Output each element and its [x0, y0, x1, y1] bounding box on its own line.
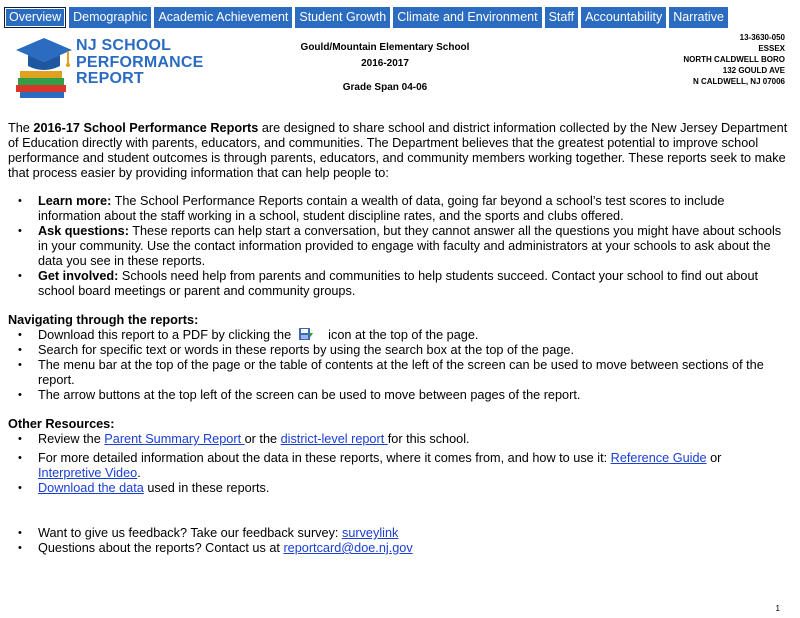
navigating-heading: Navigating through the reports:	[8, 313, 199, 327]
list-item: • Ask questions: These reports can help start a conversation, but they cannot answer all the questions you might have about schools in your community. Use the contact information provided to engage with faculty and administrators at your schools to ask about the data you see in these reports.	[8, 224, 788, 269]
school-year: 2016-2017	[361, 58, 409, 69]
list-item: • Search for specific text or words in these reports by using the search box at the top of the page.	[8, 343, 788, 358]
other-resources-list	[8, 432, 788, 496]
navigating-list	[8, 328, 788, 403]
tab-accountability[interactable]: Accountability	[581, 7, 666, 28]
page-number: 1	[775, 604, 780, 613]
reference-guide-link[interactable]: Reference Guide	[610, 451, 707, 465]
list-item: • Want to give us feedback? Take our feedback survey: surveylink	[8, 526, 788, 541]
tab-climate-environment[interactable]: Climate and Environment	[393, 7, 541, 28]
school-name: Gould/Mountain Elementary School	[300, 42, 470, 53]
benefits-list	[8, 194, 788, 299]
list-item: • Review the Parent Summary Report or the district-level report for this school.	[8, 432, 788, 447]
nj-school-performance-logo	[12, 34, 204, 100]
list-item: • For more detailed information about the data in these reports, where it comes from, and how to use it: Reference Guide or Interpretive Video.	[8, 451, 788, 481]
logo-line-3: REPORT	[76, 70, 144, 87]
tab-staff[interactable]: Staff	[545, 7, 578, 28]
list-item: • The arrow buttons at the top left of the screen can be used to move between pages of the report.	[8, 388, 788, 403]
survey-link[interactable]: surveylink	[341, 526, 399, 540]
school-header	[260, 40, 510, 96]
logo-line-2: PERFORMANCE	[76, 53, 204, 71]
feedback-list	[8, 526, 788, 556]
district-info	[683, 32, 785, 87]
list-item: • Download the data used in these reports.	[8, 481, 788, 496]
tab-narrative[interactable]: Narrative	[669, 7, 728, 28]
report-nav-tabs	[4, 7, 728, 28]
intro-paragraph: The 2016-17 School Performance Reports are designed to share school and district information collected by the New Jersey Department of Education directly with parents, educators, and communities. The Department believes that the greatest potential to improve school performance and student outcomes is through parents, educators, and community members working together. These reports seek to make that process easier by providing information that can help people to:	[8, 121, 788, 180]
overview-content	[8, 121, 788, 556]
list-item: • Download this report to a PDF by clicking the icon at the top of the page.	[8, 328, 788, 343]
district-name: NORTH CALDWELL BORO	[683, 55, 785, 64]
list-item: • The menu bar at the top of the page or the table of contents at the left of the screen can be used to move between sections of the report.	[8, 358, 788, 388]
logo-wordmark	[76, 38, 204, 88]
tab-student-growth[interactable]: Student Growth	[295, 7, 390, 28]
tab-academic-achievement[interactable]: Academic Achievement	[154, 7, 292, 28]
grade-span: Grade Span 04-06	[342, 82, 428, 93]
graduation-cap-books-icon	[12, 34, 74, 100]
list-item: • Get involved: Schools need help from parents and communities to help students succeed. Contact your school to find out about school board meetings or parent and community groups.	[8, 269, 788, 299]
download-data-link[interactable]: Download the data	[38, 481, 144, 495]
district-code: 13-3630-050	[739, 33, 785, 42]
logo-line-1: NJ SCHOOL	[76, 37, 172, 54]
contact-email-link[interactable]: reportcard@doe.nj.gov	[283, 541, 413, 555]
city-state-zip: N CALDWELL, NJ 07006	[692, 77, 785, 86]
street-address: 132 GOULD AVE	[722, 66, 785, 75]
tab-overview[interactable]: Overview	[4, 7, 66, 28]
district-level-report-link[interactable]: district-level report	[280, 432, 388, 446]
interpretive-video-link[interactable]: Interpretive Video	[38, 466, 138, 480]
list-item: • Learn more: The School Performance Reports contain a wealth of data, going far beyond a school’s test scores to include information about the staff working in a school, student discipline rates, and the sports and clubs offered.	[8, 194, 788, 224]
county-name: ESSEX	[758, 44, 785, 53]
list-item: • Questions about the reports? Contact us at reportcard@doe.nj.gov	[8, 541, 788, 556]
tab-demographic[interactable]: Demographic	[69, 7, 151, 28]
pdf-download-icon[interactable]	[299, 328, 313, 341]
parent-summary-report-link[interactable]: Parent Summary Report	[104, 432, 245, 446]
other-resources-heading: Other Resources:	[8, 417, 115, 431]
